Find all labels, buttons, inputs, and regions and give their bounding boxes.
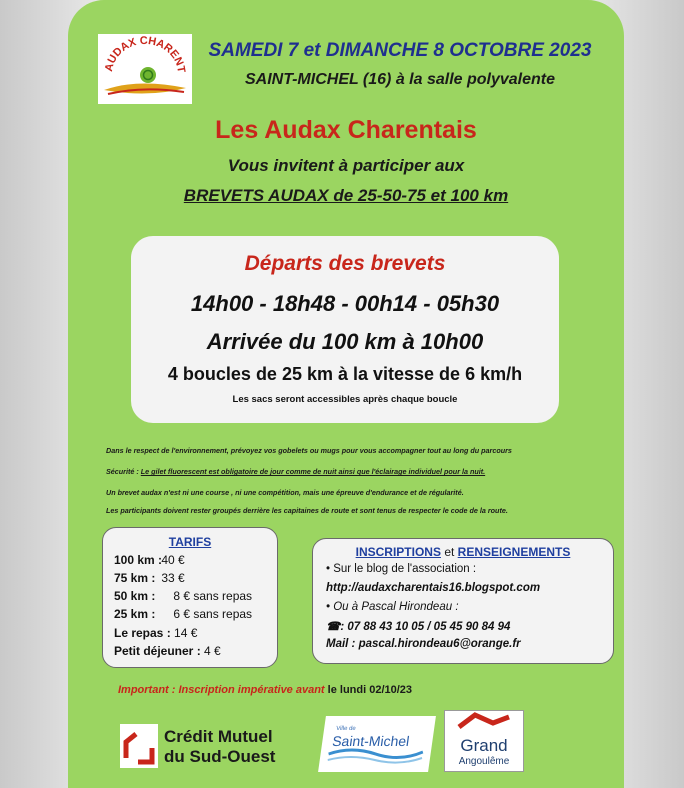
grand-line2: Angoulême [458, 756, 510, 767]
phone-icon: ☎ [326, 621, 341, 633]
organizer-title: Les Audax Charentais [215, 116, 477, 144]
invite-text: Vous invitent à participer aux [227, 156, 465, 175]
grand-line1: Grand [460, 736, 508, 755]
loops-info: 4 boucles de 25 km à la vitesse de 6 km/h [167, 364, 523, 384]
tarif-row: 75 km : 33 € [114, 571, 185, 585]
sponsor-credit-mutuel [118, 718, 298, 772]
group-rule: Les participants doivent rester groupés derrière les capitaines de route et sont tenus de respecter le code de la route. [106, 506, 508, 515]
inscriptions-title: INSCRIPTIONS et RENSEIGNEMENTS [355, 545, 571, 559]
security-text: Le gilet fluorescent est obligatoire de jour comme de nuit ainsi que l'éclairage individuel pour la nuit. [140, 467, 486, 476]
logo-title: AUDAX CHARENT [103, 34, 187, 73]
environment-note: Dans le respect de l'environnement, prévoyez vos gobelets ou mugs pour vous accompagner tout au long du parcours [106, 446, 512, 455]
tarif-row: Le repas : 14 € [114, 626, 198, 640]
saint-michel-name: Saint-Michel [331, 733, 411, 749]
credit-mutuel-line2: du Sud-Ouest [164, 747, 276, 766]
saint-michel-logo-icon [318, 716, 436, 772]
saint-michel-small: Ville de [335, 726, 357, 732]
bags-info: Les sacs seront accessibles après chaque boucle [232, 394, 458, 405]
departures-box [131, 236, 559, 423]
event-date: SAMEDI 7 et DIMANCHE 8 OCTOBRE 2023 [208, 40, 592, 61]
tarif-row: 50 km : 8 € sans repas [114, 589, 253, 603]
important-note: Important : Inscription impérative avant le lundi 02/10/23 [118, 684, 413, 696]
blog-url[interactable]: http://audaxcharentais16.blogspot.com [326, 582, 541, 594]
security-label: Sécurité : [106, 467, 139, 476]
blog-line: • Sur le blog de l'association : [326, 563, 477, 575]
contact-line: • Ou à Pascal Hirondeau : [326, 601, 459, 613]
arrival-time: Arrivée du 100 km à 10h00 [206, 329, 484, 354]
brevets-distances: BREVETS AUDAX de 25-50-75 et 100 km [183, 186, 509, 205]
mail-line[interactable]: Mail : pascal.hirondeau6@orange.fr [326, 638, 521, 650]
grand-angouleme-logo-icon [445, 711, 523, 771]
event-place: SAINT-MICHEL (16) à la salle polyvalente [244, 71, 556, 88]
tarifs-box [102, 527, 278, 668]
brevet-definition: Un brevet audax n'est ni une course , ni une compétition, mais une épreuve d'endurance et de régularité. [106, 488, 464, 497]
phone-line: ☎: 07 88 43 10 05 / 05 45 90 84 94 [326, 621, 511, 633]
svg-text:AUDAX CHARENTAIS [98, 34, 187, 74]
snail-logo-icon [98, 34, 192, 104]
inscriptions-box [312, 538, 614, 664]
sponsor-grand-angouleme [444, 710, 524, 772]
departure-times: 14h00 - 18h48 - 00h14 - 05h30 [190, 291, 500, 316]
tarifs-title: TARIFS [168, 535, 212, 549]
credit-mutuel-line1: Crédit Mutuel [164, 727, 273, 746]
tarif-row: Petit déjeuner : 4 € [114, 644, 221, 658]
audax-logo [98, 34, 192, 104]
tarif-row: 25 km : 6 € sans repas [114, 607, 253, 621]
tarif-row: 100 km : 40 € [114, 553, 185, 567]
credit-mutuel-logo-icon [118, 718, 298, 772]
sponsor-saint-michel [318, 716, 436, 772]
departures-title: Départs des brevets [244, 252, 446, 275]
security-note [106, 467, 606, 476]
